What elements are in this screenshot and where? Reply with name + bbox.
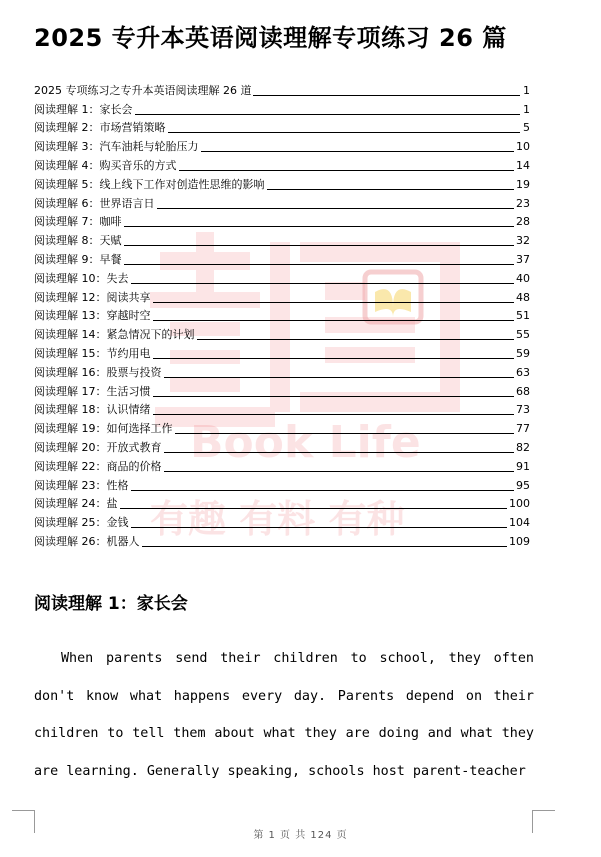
- toc-entry[interactable]: [34, 437, 530, 456]
- toc-leader-line: [153, 320, 515, 321]
- toc-entry-page: 5: [523, 121, 530, 135]
- toc-entry[interactable]: [34, 212, 530, 231]
- toc-entry-page: 95: [516, 478, 530, 492]
- toc-entry-page: 109: [509, 534, 530, 548]
- toc-leader-line: [175, 433, 515, 434]
- toc-entry[interactable]: [34, 136, 530, 155]
- toc-leader-line: [131, 490, 515, 491]
- toc-entry-page: 14: [516, 158, 530, 172]
- toc-entry-label: 阅读理解 13：穿越时空: [34, 309, 151, 323]
- toc-entry-label: 阅读理解 12：阅读共享: [34, 290, 151, 304]
- passage-paragraph: When parents send their children to school, they often don't know what happens every day. Parents depend on their children to tell them about what they are doing and what they are learning. Generally speaking, schools host parent-teacher: [34, 651, 534, 779]
- toc-entry[interactable]: [34, 381, 530, 400]
- toc-leader-line: [164, 377, 515, 378]
- toc-entry[interactable]: [34, 456, 530, 475]
- toc-entry[interactable]: [34, 118, 530, 137]
- toc-entry-label: 阅读理解 7：咖啡: [34, 215, 122, 229]
- toc-leader-line: [179, 170, 515, 171]
- document-title: 2025 专升本英语阅读理解专项练习 26 篇: [34, 24, 507, 52]
- toc-entry-label: 阅读理解 6：世界语言日: [34, 196, 155, 210]
- toc-leader-line: [153, 396, 515, 397]
- toc-entry-label: 阅读理解 25：金钱: [34, 516, 129, 530]
- toc-leader-line: [197, 339, 515, 340]
- toc-entry-label: 阅读理解 16：股票与投资: [34, 365, 162, 379]
- toc-entry[interactable]: [34, 512, 530, 531]
- toc-leader-line: [153, 358, 515, 359]
- toc-leader-line: [135, 114, 521, 115]
- toc-entry-label: 阅读理解 10：失去: [34, 271, 129, 285]
- toc-entry[interactable]: [34, 362, 530, 381]
- toc-leader-line: [201, 151, 515, 152]
- toc-entry[interactable]: [34, 155, 530, 174]
- toc-entry[interactable]: [34, 418, 530, 437]
- toc-entry-label: 阅读理解 15：节约用电: [34, 346, 151, 360]
- page-footer: 第 1 页 共 124 页: [253, 830, 348, 841]
- watermark-text-english: Book Life: [190, 417, 421, 468]
- toc-entry[interactable]: [34, 174, 530, 193]
- toc-entry-page: 104: [509, 516, 530, 530]
- toc-entry-label: 阅读理解 5：线上线下工作对创造性思维的影响: [34, 177, 265, 191]
- toc-entry-label: 2025 专项练习之专升本英语阅读理解 26 道: [34, 83, 252, 97]
- toc-entry-page: 23: [516, 196, 530, 210]
- section-heading: 阅读理解 1：家长会: [34, 594, 188, 614]
- toc-entry[interactable]: [34, 494, 530, 513]
- toc-entry-page: 68: [516, 384, 530, 398]
- toc-leader-line: [153, 414, 515, 415]
- toc-entry-label: 阅读理解 4：购买音乐的方式: [34, 158, 177, 172]
- toc-entry-label: 阅读理解 20：开放式教育: [34, 440, 162, 454]
- toc-entry-label: 阅读理解 24：盐: [34, 497, 118, 511]
- toc-leader-line: [124, 264, 515, 265]
- toc-entry-label: 阅读理解 19：如何选择工作: [34, 422, 173, 436]
- toc-entry-label: 阅读理解 22：商品的价格: [34, 459, 162, 473]
- watermark-text-chinese: 有趣 有料 有种: [150, 497, 405, 541]
- toc-leader-line: [131, 283, 515, 284]
- toc-leader-line: [124, 245, 515, 246]
- toc-entry-label: 阅读理解 1：家长会: [34, 102, 133, 116]
- toc-leader-line: [164, 452, 515, 453]
- toc-leader-line: [253, 95, 520, 96]
- toc-entry-page: 100: [509, 497, 530, 511]
- toc-entry[interactable]: [34, 287, 530, 306]
- toc-entry-page: 40: [516, 271, 530, 285]
- toc-leader-line: [142, 546, 508, 547]
- toc-entry-label: 阅读理解 3：汽车油耗与轮胎压力: [34, 140, 199, 154]
- toc-entry[interactable]: [34, 400, 530, 419]
- toc-entry-page: 48: [516, 290, 530, 304]
- toc-entry-label: 阅读理解 18：认识情绪: [34, 403, 151, 417]
- toc-entry-page: 82: [516, 440, 530, 454]
- toc-entry-page: 55: [516, 328, 530, 342]
- toc-leader-line: [131, 527, 508, 528]
- toc-leader-line: [124, 226, 515, 227]
- toc-entry-label: 阅读理解 14：紧急情况下的计划: [34, 328, 195, 342]
- toc-entry[interactable]: [34, 80, 530, 99]
- toc-entry[interactable]: [34, 268, 530, 287]
- toc-entry-page: 73: [516, 403, 530, 417]
- reading-passage: [34, 640, 534, 790]
- toc-entry[interactable]: [34, 193, 530, 212]
- toc-entry[interactable]: [34, 306, 530, 325]
- toc-entry-page: 28: [516, 215, 530, 229]
- toc-entry-page: 51: [516, 309, 530, 323]
- toc-entry[interactable]: [34, 531, 530, 550]
- toc-leader-line: [267, 189, 515, 190]
- toc-leader-line: [168, 132, 521, 133]
- toc-entry-page: 19: [516, 177, 530, 191]
- toc-entry-page: 63: [516, 365, 530, 379]
- toc-leader-line: [153, 302, 515, 303]
- toc-entry-page: 59: [516, 346, 530, 360]
- toc-entry[interactable]: [34, 343, 530, 362]
- toc-leader-line: [157, 208, 515, 209]
- toc-entry[interactable]: [34, 249, 530, 268]
- toc-entry-page: 1: [523, 102, 530, 116]
- toc-leader-line: [120, 508, 508, 509]
- toc-entry-page: 37: [516, 252, 530, 266]
- toc-entry-page: 91: [516, 459, 530, 473]
- toc-entry-page: 77: [516, 422, 530, 436]
- toc-entry[interactable]: [34, 475, 530, 494]
- toc-entry-label: 阅读理解 17：生活习惯: [34, 384, 151, 398]
- toc-entry[interactable]: [34, 324, 530, 343]
- toc-entry-page: 10: [516, 140, 530, 154]
- toc-entry[interactable]: [34, 99, 530, 118]
- toc-entry-label: 阅读理解 8：天赋: [34, 234, 122, 248]
- toc-leader-line: [164, 471, 515, 472]
- toc-entry[interactable]: [34, 230, 530, 249]
- toc-entry-label: 阅读理解 9：早餐: [34, 252, 122, 266]
- toc-entry-label: 阅读理解 26：机器人: [34, 534, 140, 548]
- toc-entry-page: 1: [523, 83, 530, 97]
- table-of-contents: [34, 80, 530, 550]
- toc-entry-label: 阅读理解 2：市场营销策略: [34, 121, 166, 135]
- toc-entry-label: 阅读理解 23：性格: [34, 478, 129, 492]
- toc-entry-page: 32: [516, 234, 530, 248]
